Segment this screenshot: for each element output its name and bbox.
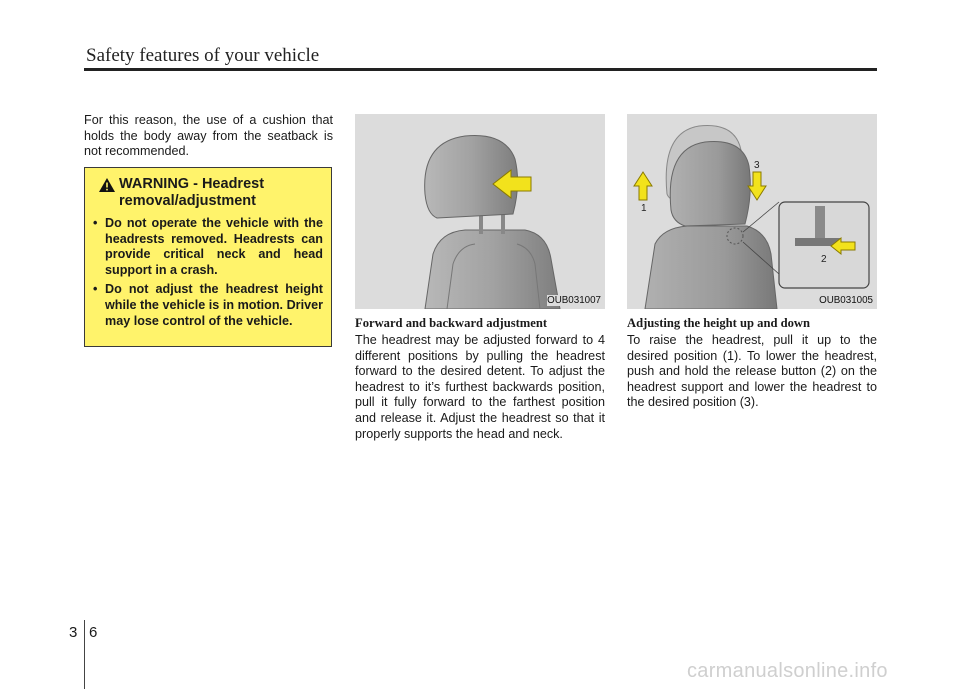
section-body: The headrest may be adjusted forward to 4 different positions by pulling the headrest forward to the desired detent. To adjust the headrest to it’s furthest backwards position, pull it fully forward to the farthest position and release it. Adjust the headrest so that it properly supports the head and neck. <box>355 333 605 441</box>
warning-triangle-icon <box>99 178 115 192</box>
section-body: To raise the headrest, pull it up to the desired position (1). To lower the headrest, push and hold the release button (2) on the headrest support and lower the headrest to the desired position (3). <box>627 333 877 410</box>
callout-1: 1 <box>641 203 647 214</box>
warning-list <box>93 216 323 333</box>
figure-code: OUB031007 <box>547 295 601 306</box>
callout-3: 3 <box>754 160 760 171</box>
intro-paragraph: For this reason, the use of a cushion that holds the body away from the seatback is not recommended. <box>84 113 333 159</box>
up-arrow-icon <box>634 172 652 200</box>
header-rule <box>84 68 877 71</box>
figure-code: OUB031005 <box>819 295 873 306</box>
warning-item: • Do not adjust the headrest height while the vehicle is in motion. Driver may lose control of the vehicle. <box>93 282 323 329</box>
figure-headrest-height <box>627 114 877 309</box>
down-arrow-icon <box>748 172 766 200</box>
warning-title: WARNING - Headrest removal/adjustment <box>119 176 265 209</box>
figure-headrest-forward-backward <box>355 114 605 309</box>
warning-box <box>84 167 332 347</box>
page-header-title: Safety features of your vehicle <box>86 45 320 66</box>
callout-2: 2 <box>821 254 827 265</box>
watermark: carmanualsonline.info <box>687 660 888 682</box>
headrest-height-illustration <box>627 114 877 309</box>
page-margin-rule <box>84 620 85 689</box>
section-heading: Forward and backward adjustment <box>355 316 548 330</box>
section-heading: Adjusting the height up and down <box>627 316 811 330</box>
warning-item: • Do not operate the vehicle with the headrests removed. Headrests can provide critical neck and head support in a crash. <box>93 216 323 278</box>
chapter-number: 3 <box>69 624 78 641</box>
headrest-seat-illustration <box>355 114 605 309</box>
page-number: 6 <box>89 624 98 641</box>
